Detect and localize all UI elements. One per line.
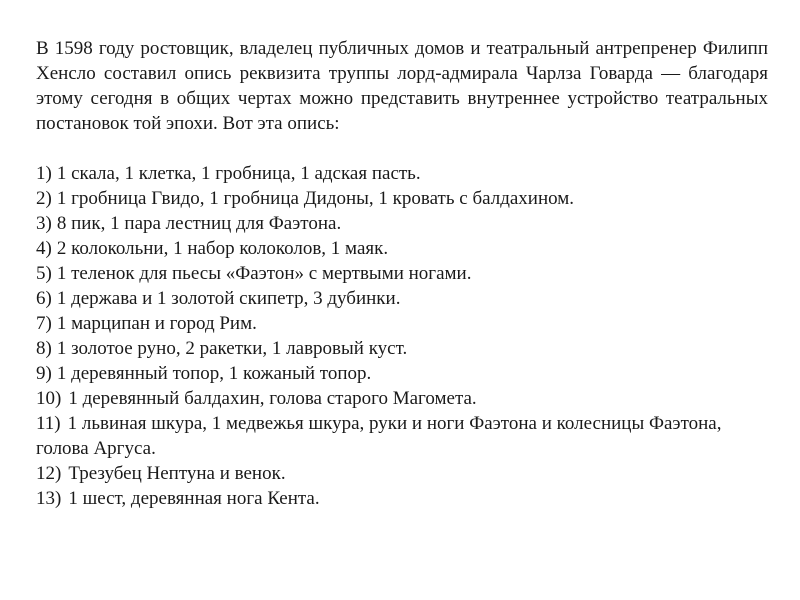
item-number: 12) [36,463,62,484]
item-text: 1 деревянный топор, 1 кожаный топор. [56,363,372,384]
paragraph-gap [36,136,768,161]
item-number: 13) [36,488,62,509]
list-item [36,186,768,211]
item-text: 1 держава и 1 золотой скипетр, 3 дубинки. [56,288,401,309]
list-item [36,486,768,511]
item-number: 7) [36,313,52,334]
intro-paragraph: В 1598 году ростовщик, владелец публичных домов и театральный антрепренер Филипп Хенсло составил опись реквизита труппы лорд-адмирала Чарлза Говарда — благодаря этому сегодня в общих чертах можно представить внутреннее устройство театральных постановок той эпохи. Вот эта опись: [36,38,768,134]
item-text: 8 пик, 1 пара лестниц для Фаэтона. [56,213,342,234]
item-number: 8) [36,338,52,359]
item-number: 4) [36,238,52,259]
list-item [36,386,768,411]
list-item [36,336,768,361]
item-number: 6) [36,288,52,309]
item-number: 10) [36,388,62,409]
item-text: 2 колокольни, 1 набор колоколов, 1 маяк. [56,238,389,259]
item-text: 1 марципан и город Рим. [56,313,257,334]
item-number: 11) [36,413,61,434]
inventory-list [36,161,768,511]
item-text: Трезубец Нептуна и венок. [68,463,286,484]
document-slide [36,36,768,511]
item-number: 1) [36,163,52,184]
list-item [36,361,768,386]
list-item [36,211,768,236]
list-item [36,161,768,186]
item-text: 1 золотое руно, 2 ракетки, 1 лавровый куст. [56,338,408,359]
item-text: 1 теленок для пьесы «Фаэтон» с мертвыми ногами. [56,263,472,284]
list-item [36,411,768,461]
item-text: 1 шест, деревянная нога Кента. [68,488,320,509]
item-text: 1 скала, 1 клетка, 1 гробница, 1 адская пасть. [56,163,421,184]
list-item [36,236,768,261]
list-item [36,286,768,311]
item-number: 2) [36,188,52,209]
list-item [36,261,768,286]
item-text: 1 гробница Гвидо, 1 гробница Дидоны, 1 кровать с балдахином. [56,188,575,209]
item-text: 1 деревянный балдахин, голова старого Магомета. [68,388,477,409]
item-text: 1 львиная шкура, 1 медвежья шкура, руки и ноги Фаэтона и колесницы Фаэтона, голова Аргуса. [36,413,722,459]
item-number: 5) [36,263,52,284]
list-item [36,311,768,336]
list-item [36,461,768,486]
item-number: 3) [36,213,52,234]
item-number: 9) [36,363,52,384]
